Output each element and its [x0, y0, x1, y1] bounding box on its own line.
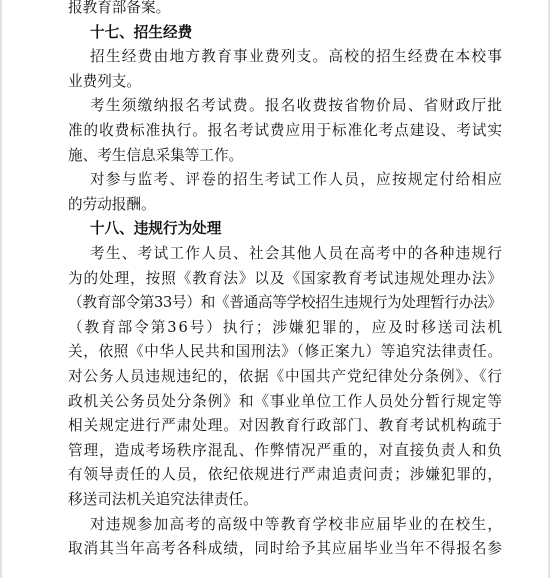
- line-text: 有领导责任的人员，依纪依规进行严肃追责问责；涉嫌犯罪的，: [68, 466, 503, 484]
- line-text: 为的处理，按照《教育法》以及《国家教育考试违规处理办法》: [68, 269, 503, 287]
- line-text: 施、考生信息采集等工作。: [68, 146, 244, 164]
- line-text: 报教育部备案。: [68, 0, 171, 16]
- line-text: 的劳动报酬。: [68, 195, 156, 213]
- line-text: 招生经费由地方教育事业费列支。高校的招生经费在本校事: [90, 48, 504, 66]
- line-text: 准的收费标准执行。报名考试费应用于标准化考点建设、考试实: [68, 122, 503, 139]
- line-text: 业费列支。: [68, 72, 141, 90]
- line-text: 十八、违规行为处理: [90, 220, 222, 238]
- line-text: 管理，造成考场秩序混乱、作弊情况严重的，对直接负责人和负: [68, 441, 503, 459]
- page-edge-left: [0, 0, 3, 578]
- line-text: 取消其当年高考各科成绩，同时给予其应届毕业当年不得报名参: [68, 540, 503, 558]
- line-text: 移送司法机关追究法律责任。: [68, 491, 258, 508]
- line-text: （教育部令第33号）和《普通高等学校招生违规行为处理暂行办法》: [68, 294, 502, 312]
- line-text: 对参与监考、评卷的招生考试工作人员，应按规定付给相应: [90, 171, 504, 189]
- line-text: 考生、考试工作人员、社会其他人员在高考中的各种违规行: [90, 245, 504, 262]
- line-text: 政机关公务员处分条例》和《事业单位工作人员处分暂行规定等: [68, 392, 503, 410]
- line-text: 十七、招生经费: [90, 23, 193, 41]
- line-text: 考生须缴纳报名考试费。报名收费按省物价局、省财政厅批: [90, 97, 504, 115]
- line-text: 对违规参加高考的高级中等教育学校非应届毕业的在校生，: [90, 515, 504, 533]
- line-text: 关，依照《中华人民共和国刑法》（修正案九）等追究法律责任。: [68, 343, 503, 361]
- paragraph-line: [0, 534, 550, 564]
- line-text: 相关规定进行严肃处理。对因教育行政部门、教育考试机构疏于: [68, 417, 503, 435]
- line-text: 对公务人员违规违纪的，依据《中国共产党纪律处分条例》、《行: [68, 368, 503, 385]
- line-text: （教育部令第36号）执行；涉嫌犯罪的，应及时移送司法机: [68, 318, 504, 336]
